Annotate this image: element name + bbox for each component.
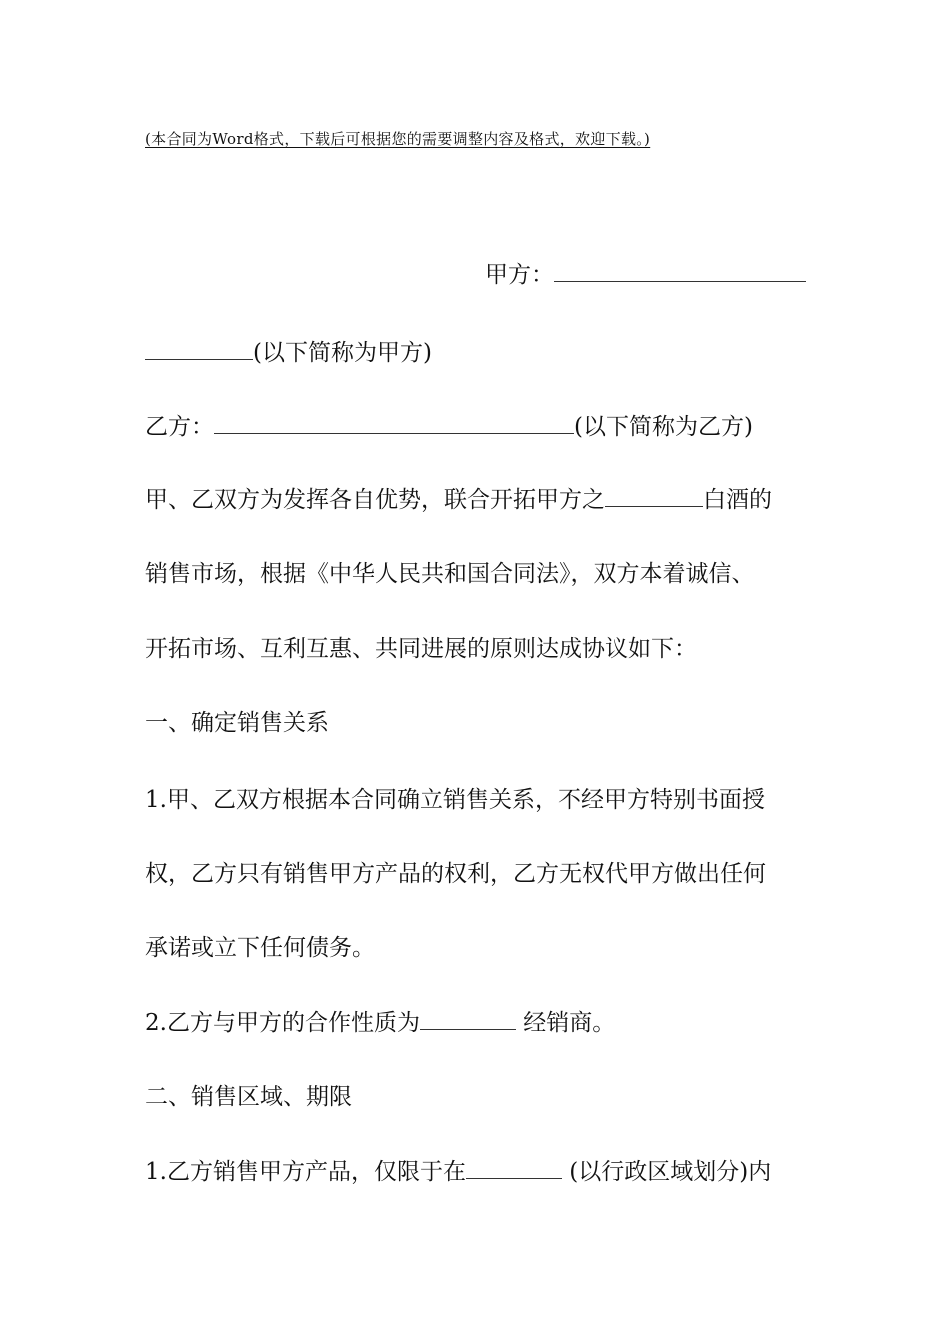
party-b-abbrev: (以下简称为乙方) bbox=[574, 414, 753, 440]
preamble-line-3: 开拓市场、互利互惠、共同进展的原则达成协议如下： bbox=[145, 636, 697, 662]
party-b-label: 乙方： bbox=[145, 414, 214, 440]
section-2-item-1-text-b: (以行政区域划分)内 bbox=[561, 1159, 772, 1185]
product-name-blank bbox=[605, 484, 703, 507]
party-a-abbrev-line bbox=[145, 336, 432, 370]
party-a-abbrev: (以下简称为甲方) bbox=[253, 340, 432, 366]
section-1-item-2-text-b: 经销商。 bbox=[515, 1010, 616, 1036]
preamble-text-1a: 甲、乙双方为发挥各自优势，联合开拓甲方之 bbox=[145, 487, 605, 513]
section-2-item-1 bbox=[145, 1155, 771, 1189]
party-a-label: 甲方： bbox=[485, 262, 554, 288]
preamble-text-1b: 白酒的 bbox=[703, 487, 772, 513]
section-2-item-1-text-a: 1.乙方销售甲方产品，仅限于在 bbox=[145, 1159, 466, 1185]
party-b-name-blank bbox=[214, 411, 574, 434]
section-1-item-1-line-2: 权，乙方只有销售甲方产品的权利，乙方无权代甲方做出任何 bbox=[145, 861, 766, 887]
party-b-line bbox=[145, 410, 753, 444]
section-1-item-1-line-3: 承诺或立下任何债务。 bbox=[145, 935, 375, 961]
party-a-name-blank-continued bbox=[145, 337, 253, 360]
party-a-name-blank bbox=[554, 259, 806, 282]
preamble-line-2: 销售市场，根据《中华人民共和国合同法》，双方本着诚信、 bbox=[145, 561, 755, 587]
cooperation-type-blank bbox=[420, 1007, 516, 1030]
section-1-item-1-line-1: 1.甲、乙双方根据本合同确立销售关系，不经甲方特别书面授 bbox=[145, 787, 765, 813]
section-1-item-2 bbox=[145, 1006, 615, 1040]
section-2-heading: 二、销售区域、期限 bbox=[145, 1084, 352, 1110]
section-1-item-2-text-a: 2.乙方与甲方的合作性质为 bbox=[145, 1010, 420, 1036]
preamble-line-1 bbox=[145, 483, 772, 517]
section-1-heading: 一、确定销售关系 bbox=[145, 710, 329, 736]
sales-region-blank bbox=[466, 1156, 562, 1179]
party-a-line bbox=[485, 258, 806, 292]
header-note: (本合同为Word格式，下载后可根据您的需要调整内容及格式，欢迎下载。) bbox=[145, 130, 651, 148]
